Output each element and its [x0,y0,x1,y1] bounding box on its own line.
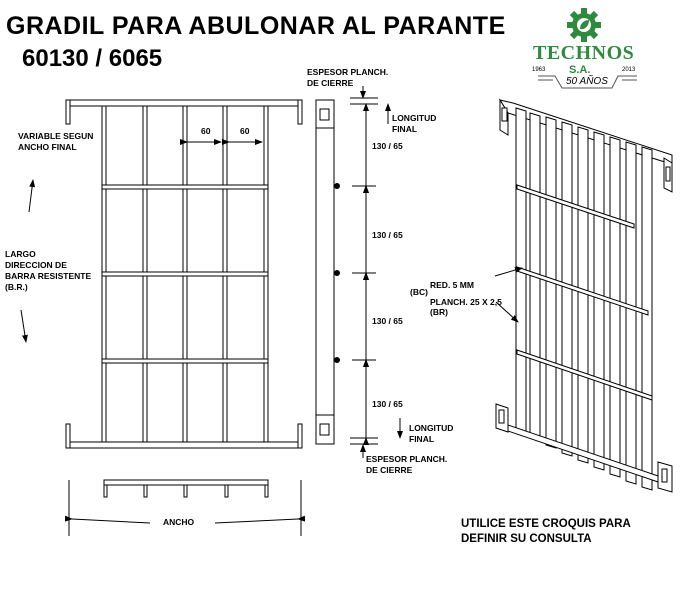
spacing-130-3: 130 / 65 [372,316,403,326]
front-top-right-tab [298,100,302,124]
variable-label-1: VARIABLE SEGUN [18,131,94,141]
largo-label-4: (B.R.) [5,282,28,292]
ancho-label: ANCHO [163,517,195,527]
bottom-longitud-1: LONGITUD [409,423,454,433]
top-longitud-1: LONGITUD [392,113,437,123]
bottom-espesor-2: DE CIERRE [366,465,413,475]
largo-label-3: BARRA RESISTENTE [5,271,92,281]
footer-note-2: DEFINIR SU CONSULTA [461,533,592,545]
front-cross-rod [102,185,268,189]
side-slot-bottom [320,424,329,435]
front-view [66,100,302,448]
front-top-plate [66,100,302,106]
iso-view [496,100,672,492]
front-bottom-right-tab [298,424,302,448]
bc-label: (BC) [410,287,428,297]
front-cross-rod [102,359,268,363]
bottom-espesor-1: ESPESOR PLANCH. [366,454,448,464]
iso-bar [578,127,588,463]
product-code: 60130 / 6065 [22,45,163,72]
top-espesor-2: DE CIERRE [307,78,354,88]
side-rods [334,183,340,363]
front-top-left-tab [66,100,70,124]
red-label: RED. 5 MM [430,280,474,290]
spacing-130-1: 130 / 65 [372,141,403,151]
br-label: (BR) [430,307,448,317]
side-slot-top [320,109,329,120]
spacing-130-2: 130 / 65 [372,230,403,240]
largo-label-1: LARGO [5,249,36,259]
top-longitud-2: FINAL [392,124,418,134]
bottom-longitud-2: FINAL [409,434,435,444]
logo-year-start: 1963 [532,67,546,73]
largo-label-2: DIRECCION DE [5,260,67,270]
side-bar [316,100,334,444]
front-bottom-left-tab [66,424,70,448]
spacing-label-2: 60 [240,126,250,136]
drawing-title: GRADIL PARA ABULONAR AL PARANTE [6,12,506,40]
logo-anniversary: 50 AÑOS [566,76,608,87]
front-cross-rod [102,272,268,276]
variable-label-2: ANCHO FINAL [18,142,77,152]
logo-suffix: S.A. [569,64,591,76]
front-bottom-plate [66,442,302,448]
footer-note-1: UTILICE ESTE CROQUIS PARA [461,518,631,530]
logo-year-end: 2013 [622,67,636,73]
logo-brand: TECHNOS [533,42,635,64]
iso-bar [626,142,636,484]
side-view [316,100,334,444]
top-espesor-1: ESPESOR PLANCH. [307,67,389,77]
planch-label: PLANCH. 25 X 2,5 [430,297,502,307]
iso-bar [610,137,620,477]
spacing-130-4: 130 / 65 [372,399,403,409]
iso-bar [642,147,652,490]
spacing-label-1: 60 [201,126,211,136]
iso-bar [594,132,604,470]
plan-view [104,480,268,497]
